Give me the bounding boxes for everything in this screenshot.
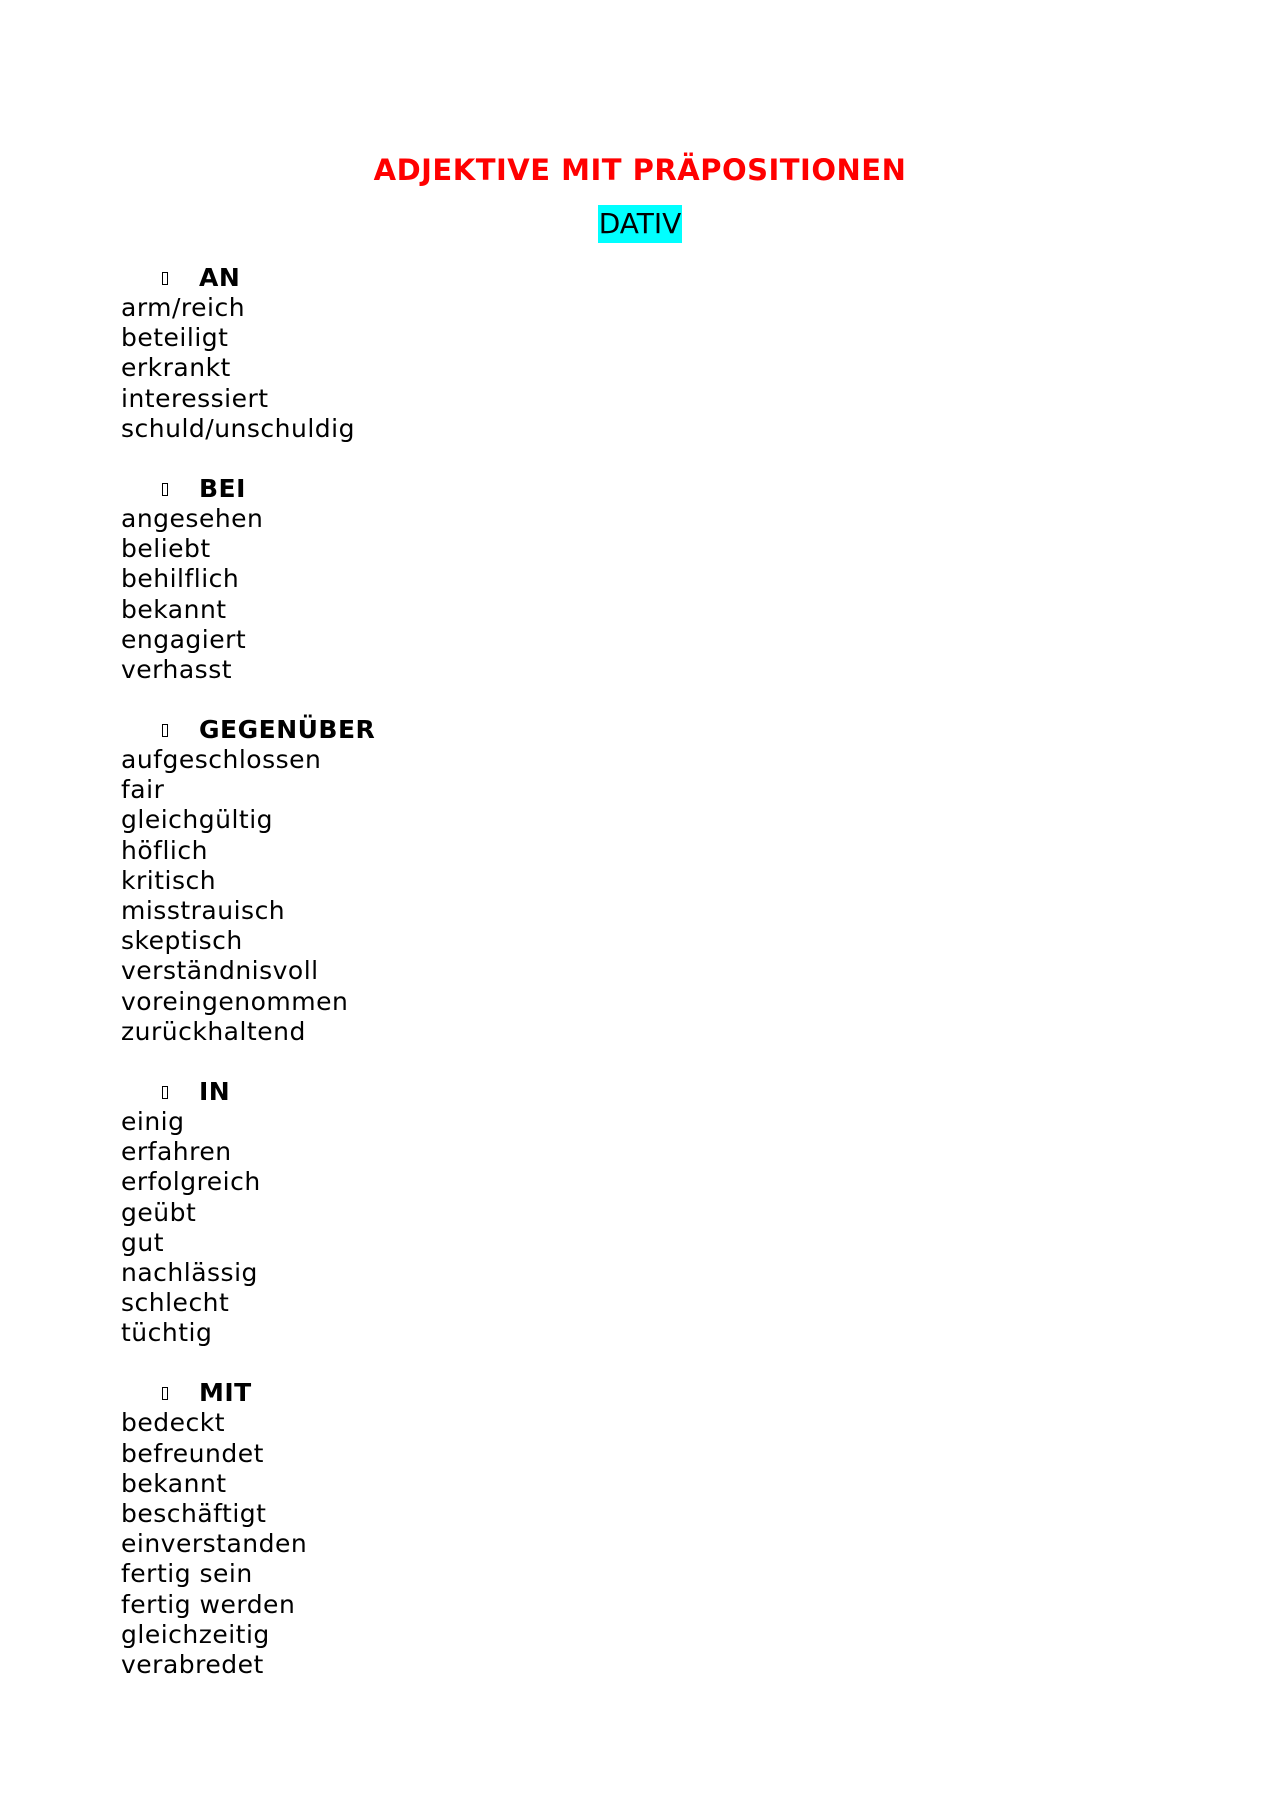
adjective-item: voreingenommen (121, 986, 349, 1016)
adjective-list (121, 293, 1021, 444)
adjective-item: engagiert (121, 624, 247, 654)
adjective-item: bekannt (121, 1468, 227, 1498)
adjective-item: verständnisvoll (121, 956, 319, 986)
group-label: MIT (199, 1378, 252, 1408)
adjective-list (121, 1107, 1021, 1349)
adjective-item: angesehen (121, 503, 264, 533)
group-label: BEI (199, 473, 246, 503)
adjective-item: verhasst (121, 654, 233, 684)
adjective-item: erkrankt (121, 353, 231, 383)
adjective-item: aufgeschlossen (121, 745, 322, 775)
adjective-item: fair (121, 775, 165, 805)
group-heading (121, 1077, 1021, 1107)
square-bullet-icon (162, 1086, 168, 1099)
group-label: IN (199, 1076, 231, 1106)
adjective-item: interessiert (121, 383, 269, 413)
group-heading (121, 474, 1021, 504)
square-bullet-icon (162, 272, 168, 285)
adjective-item: behilflich (121, 564, 240, 594)
adjective-item: einverstanden (121, 1529, 308, 1559)
adjective-item: einig (121, 1106, 185, 1136)
adjective-list (121, 745, 1021, 1047)
adjective-item: bedeckt (121, 1408, 226, 1438)
preposition-group (121, 1378, 1021, 1680)
adjective-item: bekannt (121, 594, 227, 624)
document-title: ADJEKTIVE MIT PRÄPOSITIONEN (373, 153, 907, 187)
square-bullet-icon (162, 724, 168, 737)
square-bullet-icon (162, 483, 168, 496)
group-label: GEGENÜBER (199, 715, 376, 745)
adjective-list (121, 504, 1021, 685)
adjective-item: erfahren (121, 1137, 232, 1167)
adjective-item: arm/reich (121, 293, 246, 322)
square-bullet-icon (162, 1387, 168, 1400)
group-heading (121, 1378, 1021, 1408)
adjective-item: höflich (121, 835, 208, 865)
adjective-item: zurückhaltend (121, 1016, 306, 1046)
adjective-item: schuld/unschuldig (121, 413, 355, 443)
adjective-item: geübt (121, 1197, 197, 1227)
adjective-item: fertig sein (121, 1559, 253, 1589)
adjective-list (121, 1408, 1021, 1680)
adjective-item: schlecht (121, 1288, 230, 1318)
adjective-item: kritisch (121, 865, 217, 895)
adjective-item: beschäftigt (121, 1499, 267, 1528)
adjective-item: tüchtig (121, 1318, 213, 1348)
preposition-group (121, 474, 1021, 685)
subtitle-row (0, 205, 1280, 243)
document-subtitle-dativ: DATIV (598, 205, 683, 243)
preposition-groups (121, 263, 1021, 1710)
adjective-item: befreundet (121, 1438, 264, 1468)
group-heading (121, 715, 1021, 745)
adjective-item: gleichzeitig (121, 1619, 270, 1649)
preposition-group (121, 715, 1021, 1047)
adjective-item: fertig werden (121, 1589, 296, 1619)
adjective-item: erfolgreich (121, 1167, 261, 1197)
group-label: AN (199, 263, 241, 292)
adjective-item: gut (121, 1227, 165, 1257)
adjective-item: beteiligt (121, 323, 229, 353)
adjective-item: verabredet (121, 1649, 264, 1679)
group-heading (121, 263, 1021, 293)
adjective-item: gleichgültig (121, 805, 274, 835)
adjective-item: beliebt (121, 534, 211, 564)
preposition-group (121, 263, 1021, 444)
adjective-item: misstrauisch (121, 896, 286, 925)
preposition-group (121, 1077, 1021, 1349)
adjective-item: skeptisch (121, 926, 243, 956)
adjective-item: nachlässig (121, 1257, 258, 1287)
